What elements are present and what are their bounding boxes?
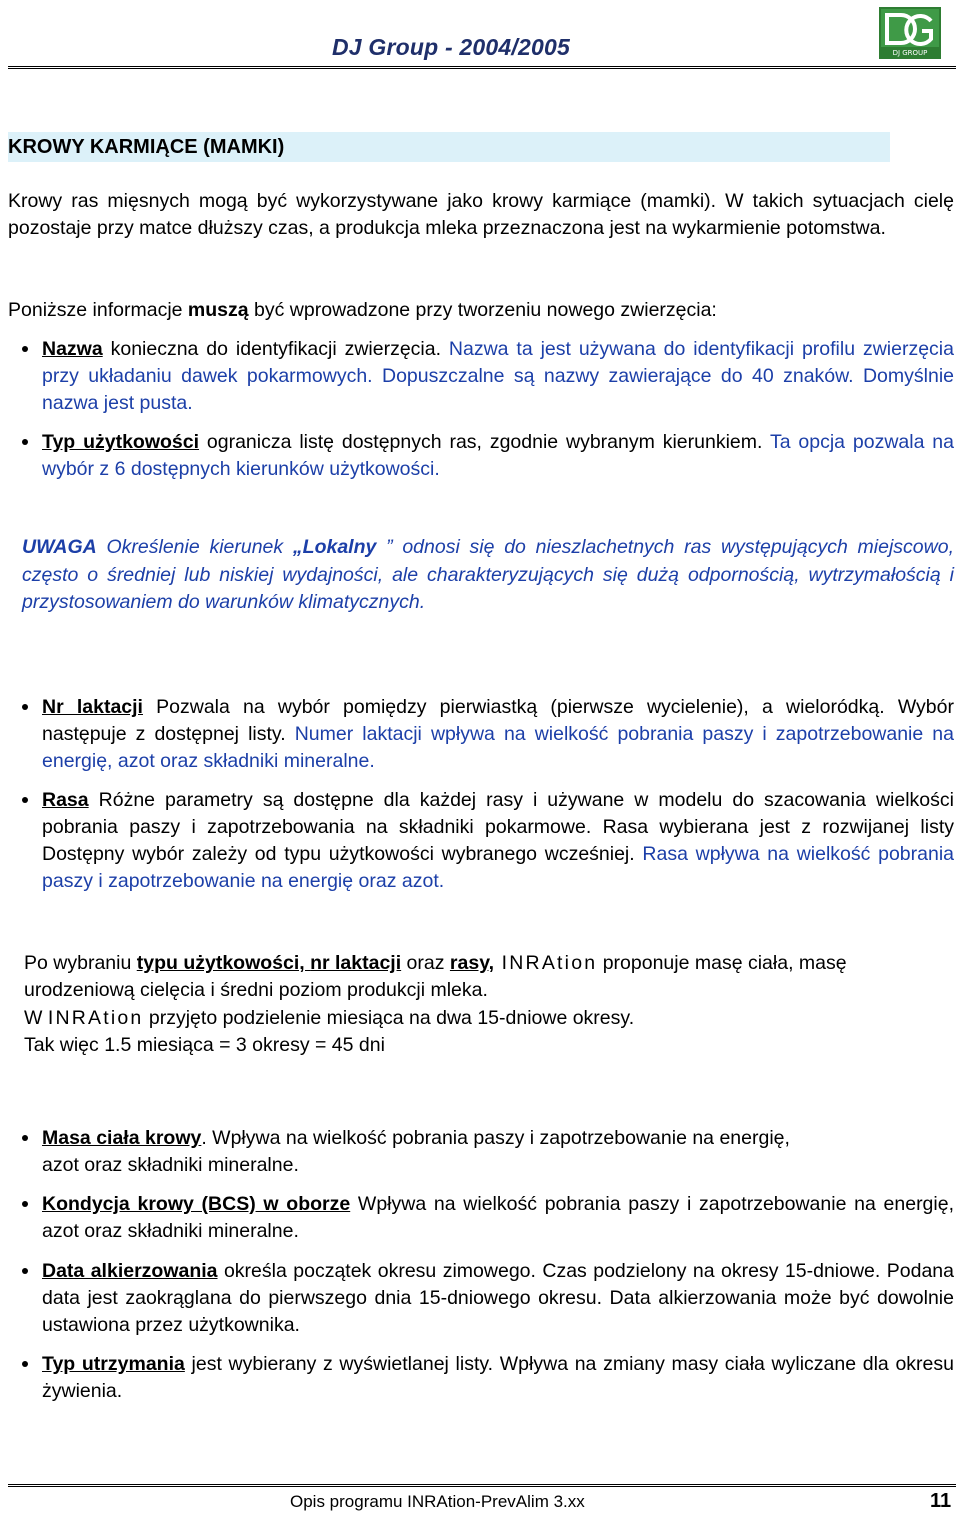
- bullet-dot: [22, 797, 28, 803]
- bullet-dot: [22, 346, 28, 352]
- required-paragraph: Poniższe informacje muszą być wprowadzone przy tworzeniu nowego zwierzęcia:: [8, 299, 717, 321]
- bullet-kondycja: Kondycja krowy (BCS) w oborze Wpływa na wielkość pobrania paszy i zapotrzebowanie na energię, azot oraz składniki mineralne.: [42, 1193, 955, 1242]
- bullet-nr-laktacji: Nr laktacji Pozwala na wybór pomiędzy pierwiastką (pierwsze wycielenie), a wieloródką. Wybór następuje z dostępnej listy. Numer laktacji wpływa na wielkość pobrania paszy i zapotrzebowanie na energię, azot oraz składniki mineralne.: [42, 696, 954, 772]
- bullet-data-alkierzowania: Data alkierzowania określa początek okresu zimowego. Czas podzielony na okresy 15-dniowe. Podana data jest zaokrąglana do pierwszego dnia 15-dniowego okresu. Data alkierzowania może być dowolnie ustawiona przez użytkownika.: [42, 1260, 954, 1336]
- page-number: 11: [930, 1490, 952, 1512]
- footer-text: Opis programu INRAtion-PrevAlim 3.xx: [290, 1492, 585, 1511]
- bullet-dot: [22, 1201, 28, 1207]
- company-logo: [879, 7, 941, 59]
- bullet-nazwa: Nazwa konieczna do identyfikacji zwierzęcia. Nazwa ta jest używana do identyfikacji profilu zwierzęcia przy układaniu dawek pokarmowych. Dopuszczalne są nazwy zawierające do 40 znaków. Domyślnie nazwa jest pusta.: [42, 338, 954, 414]
- bullet-typ-utrzymania: Typ utrzymania jest wybierany z wyświetlanej listy. Wpływa na zmiany masy ciała wyliczane dla okresu żywienia.: [42, 1353, 954, 1402]
- bullet-masa-ciala: Masa ciała krowy. Wpływa na wielkość pobrania paszy i zapotrzebowanie na energię, azot oraz składniki mineralne.: [42, 1127, 790, 1176]
- bullet-rasa: Rasa Różne parametry są dostępne dla każdej rasy i używane w modelu do szacowania wielkości pobrania paszy i zapotrzebowania na składniki pokarmowe. Rasa wybierana jest z rozwijanej listy Dostępny wybór zależy od typu użytkowości wybranego wcześniej. Rasa wpływa na wielkość pobrania paszy i zapotrzebowanie na energię oraz azot.: [42, 789, 954, 892]
- bullet-dot: [22, 1268, 28, 1274]
- bullet-dot: [22, 704, 28, 710]
- footer-rule: [8, 1484, 956, 1485]
- bullet-dot: [22, 1135, 28, 1141]
- periods-paragraph: W INRAtion przyjęto podzielenie miesiąca na dwa 15-dniowe okresy.: [24, 1007, 635, 1029]
- intro-paragraph: Krowy ras mięsnych mogą być wykorzystywane jako krowy karmiące (mamki). W takich sytuacjach cielę pozostaje przy matce dłuższy czas, a produkcja mleka przeznaczona jest na wykarmienie potomstwa.: [8, 190, 954, 239]
- section-title: KROWY KARMIĄCE (MAMKI): [8, 136, 285, 158]
- after-selection-paragraph: Po wybraniu typu użytkowości, nr laktacji oraz rasy, INRAtion proponuje masę ciała, masę urodzeniową cielęcia i średni poziom produkcji mleka.: [24, 952, 847, 1001]
- periods-example: Tak więc 1.5 miesiąca = 3 okresy = 45 dni: [24, 1034, 385, 1056]
- header-title: DJ Group - 2004/2005: [332, 34, 570, 60]
- logo-caption: DJ GROUP: [892, 49, 928, 57]
- bullet-dot: [22, 439, 28, 445]
- bullet-dot: [22, 1361, 28, 1367]
- uwaga-note: UWAGA Określenie kierunek „Lokalny ” odnosi się do nieszlachetnych ras występujących miejscowo, często o średniej lub niskiej wydajności, ale charakteryzujących się dużą odpornością, wytrzymałością i przystosowaniem do warunków klimatycznych.: [22, 536, 954, 613]
- bullet-typ-uzytkowosci: Typ użytkowości ograniczа listę dostępnych ras, zgodnie wybranym kierunkiem. Ta opcja pozwala na wybór z 6 dostępnych kierunków użytkowości.: [42, 431, 954, 480]
- header-rule: [8, 66, 956, 67]
